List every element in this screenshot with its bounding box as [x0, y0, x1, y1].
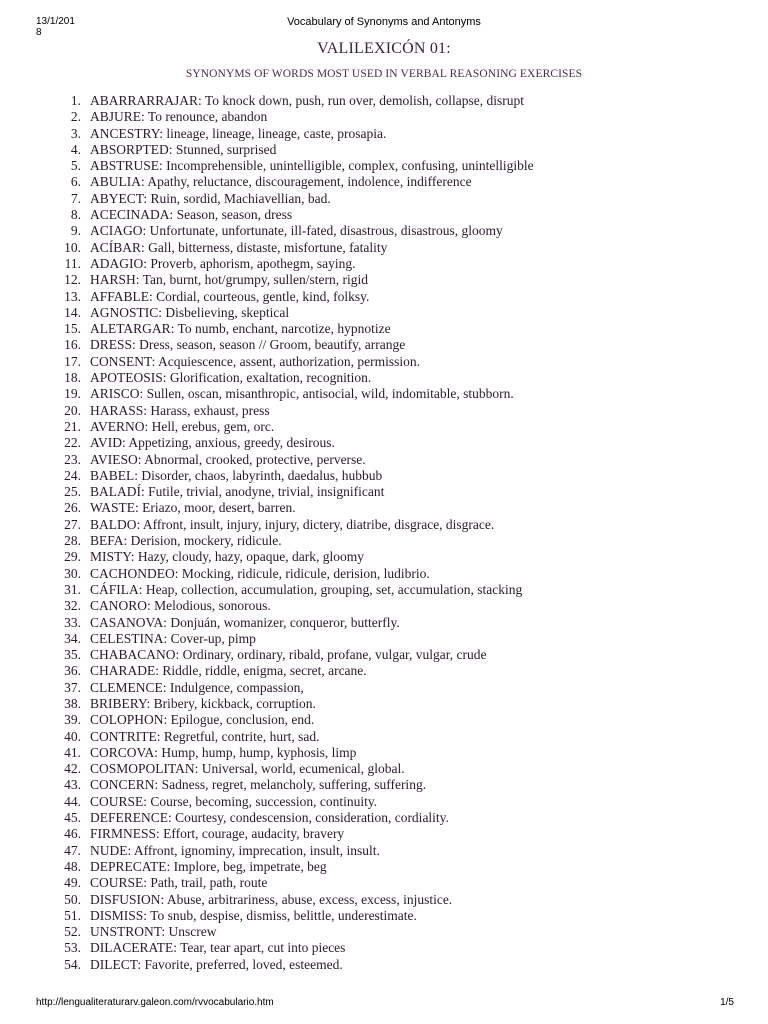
list-item-number: 24. — [64, 467, 81, 483]
list-item-text: ABARRARRAJAR: To knock down, push, run over, demolish, collapse, disrupt — [90, 93, 525, 108]
list-item-number: 17. — [64, 353, 81, 369]
list-item-text: COSMOPOLITAN: Universal, world, ecumenical, global. — [90, 761, 405, 777]
list-item-text: ABSORPTED: Stunned, surprised — [90, 141, 277, 157]
list-item-text: CLEMENCE: Indulgence, compassion, — [90, 679, 304, 695]
list-item-number: 36. — [64, 663, 81, 679]
list-item-text: BRIBERY: Bribery, kickback, corruption. — [90, 695, 316, 711]
list-item-number: 6. — [70, 174, 81, 190]
list-item-number: 1. — [70, 93, 81, 108]
list-item-number: 54. — [64, 956, 81, 972]
list-item-number: 35. — [64, 647, 81, 663]
list-item-text: COURSE: Course, becoming, succession, continuity. — [90, 793, 378, 809]
list-item-text: MISTY: Hazy, cloudy, hazy, opaque, dark, gloomy — [90, 549, 364, 565]
list-item-text: ABULIA: Apathy, reluctance, discouragement, indolence, indifference — [90, 174, 472, 190]
list-item-number: 28. — [64, 533, 81, 549]
list-item-text: ALETARGAR: To numb, enchant, narcotize, hypnotize — [90, 321, 391, 337]
list-item-number: 26. — [64, 500, 81, 516]
list-item-text: ACECINADA: Season, season, dress — [90, 207, 293, 223]
list-item-text: ABSTRUSE: Incomprehensible, unintelligible, complex, confusing, unintelligible — [90, 158, 534, 174]
list-item-text: ACIAGO: Unfortunate, unfortunate, ill-fated, disastrous, disastrous, gloomy — [90, 223, 503, 239]
list-item-number: 5. — [70, 158, 81, 174]
list-item-number: 27. — [64, 516, 81, 532]
list-item-text: ABJURE: To renounce, abandon — [90, 109, 268, 125]
list-item-text: BABEL: Disorder, chaos, labyrinth, daedalus, hubbub — [90, 467, 383, 483]
list-item-number: 53. — [64, 940, 81, 956]
list-item-text: DEFERENCE: Courtesy, condescension, consideration, cordiality. — [90, 810, 449, 826]
list-item-text: BALDO: Affront, insult, injury, injury, dictery, diatribe, disgrace, disgrace. — [90, 516, 495, 532]
list-item-text: CONSENT: Acquiescence, assent, authorization, permission. — [90, 353, 421, 369]
list-item-number: 38. — [64, 695, 81, 711]
list-item-text: COURSE: Path, trail, path, route — [90, 875, 268, 891]
list-item-number: 4. — [70, 141, 81, 157]
list-item-text: AVID: Appetizing, anxious, greedy, desirous. — [90, 435, 335, 451]
list-item-number: 31. — [64, 581, 81, 597]
list-item-number: 22. — [64, 435, 81, 451]
list-item-number: 44. — [64, 793, 81, 809]
list-item-text: AVIESO: Abnormal, crooked, protective, perverse. — [90, 451, 366, 467]
list-item-number: 43. — [64, 777, 81, 793]
list-item-text: APOTEOSIS: Glorification, exaltation, recognition. — [90, 370, 372, 386]
list-item-text: COLOPHON: Epilogue, conclusion, end. — [90, 712, 315, 728]
list-item-text: ARISCO: Sullen, oscan, misanthropic, antisocial, wild, indomitable, stubborn. — [90, 386, 514, 402]
list-item-text: HARSH: Tan, burnt, hot/grumpy, sullen/stern, rigid — [90, 272, 369, 288]
list-item-number: 25. — [64, 484, 81, 500]
list-item-number: 29. — [64, 549, 81, 565]
list-item-text: AVERNO: Hell, erebus, gem, orc. — [90, 418, 275, 434]
list-item-text: BEFA: Derision, mockery, ridicule. — [90, 533, 282, 549]
list-item-text: FIRMNESS: Effort, courage, audacity, bravery — [90, 826, 345, 842]
list-item-text: AFFABLE: Cordial, courteous, gentle, kind, folksy. — [90, 288, 370, 304]
list-item-number: 13. — [64, 288, 81, 304]
list-item-number: 40. — [64, 728, 81, 744]
list-item-number: 51. — [64, 907, 81, 923]
list-item-number: 12. — [64, 272, 81, 288]
list-item-text: ANCESTRY: lineage, lineage, lineage, caste, prosapia. — [90, 125, 387, 141]
page-header-title: Vocabulary of Synonyms and Antonyms — [287, 16, 481, 28]
list-item-number: 3. — [70, 125, 81, 141]
list-item-text: ABYECT: Ruin, sordid, Machiavellian, bad. — [90, 190, 331, 206]
document-subtitle: SYNONYMS OF WORDS MOST USED IN VERBAL REASONING EXERCISES — [185, 68, 583, 80]
list-item-number: 47. — [64, 842, 81, 858]
list-item-text: CHARADE: Riddle, riddle, enigma, secret, arcane. — [90, 663, 367, 679]
list-item-number: 18. — [64, 370, 81, 386]
list-item-number: 37. — [64, 679, 81, 695]
list-item-number: 15. — [64, 321, 81, 337]
list-item-text: HARASS: Harass, exhaust, press — [90, 402, 270, 418]
list-item-text: CELESTINA: Cover-up, pimp — [90, 630, 256, 646]
list-item-text: DISFUSION: Abuse, arbitrariness, abuse, excess, excess, injustice. — [90, 891, 453, 907]
list-item-number: 14. — [64, 304, 81, 320]
list-item-number: 2. — [70, 109, 81, 125]
list-item-number: 48. — [64, 858, 81, 874]
list-item-text: CONTRITE: Regretful, contrite, hurt, sad. — [90, 728, 320, 744]
list-item-text: DILACERATE: Tear, tear apart, cut into pieces — [90, 940, 346, 956]
list-item-text: UNSTRONT: Unscrew — [90, 924, 217, 940]
list-item-number: 33. — [64, 614, 81, 630]
list-item-number: 20. — [64, 402, 81, 418]
list-item-text: ACÍBAR: Gall, bitterness, distaste, misfortune, fatality — [90, 239, 388, 255]
list-item-text: DILECT: Favorite, preferred, loved, esteemed. — [90, 956, 343, 972]
list-item-number: 11. — [64, 255, 81, 271]
list-item-number: 10. — [64, 239, 81, 255]
page-number: 1/5 — [720, 997, 734, 1008]
list-item-text: CORCOVA: Hump, hump, hump, kyphosis, limp — [90, 744, 357, 760]
list-item-text: CACHONDEO: Mocking, ridicule, ridicule, derision, ludibrio. — [90, 565, 430, 581]
list-item-number: 50. — [64, 891, 81, 907]
list-item-text: NUDE: Affront, ignominy, imprecation, insult, insult. — [90, 842, 380, 858]
list-item-number: 32. — [64, 598, 81, 614]
list-item-number: 30. — [64, 565, 81, 581]
list-item-text: ADAGIO: Proverb, aphorism, apothegm, saying. — [90, 255, 356, 271]
list-item-number: 41. — [64, 744, 81, 760]
list-item-number: 23. — [64, 451, 81, 467]
list-item-number: 49. — [64, 875, 81, 891]
list-item-text: CANORO: Melodious, sonorous. — [90, 598, 271, 614]
list-item-number: 8. — [70, 207, 81, 223]
document-title: VALILEXICÓN 01: — [317, 40, 451, 57]
list-item-text: DISMISS: To snub, despise, dismiss, belittle, underestimate. — [90, 907, 417, 923]
list-item-text: CASANOVA: Donjuán, womanizer, conqueror, butterfly. — [90, 614, 400, 630]
list-item-text: BALADÍ: Futile, trivial, anodyne, trivial, insignificant — [90, 484, 385, 500]
list-item-number: 21. — [64, 418, 81, 434]
list-item-text: DRESS: Dress, season, season // Groom, beautify, arrange — [90, 337, 406, 353]
list-item-text: AGNOSTIC: Disbelieving, skeptical — [90, 304, 290, 320]
footer-url[interactable]: http://lengualiteraturarv.galeon.com/rvvocabulario.htm — [36, 997, 274, 1008]
list-item-number: 16. — [64, 337, 81, 353]
list-item-text: CÁFILA: Heap, collection, accumulation, grouping, set, accumulation, stacking — [90, 581, 523, 597]
list-item-number: 9. — [70, 223, 81, 239]
list-item-number: 39. — [64, 712, 81, 728]
print-date: 13/1/2018 — [36, 16, 75, 38]
list-item-number: 46. — [64, 826, 81, 842]
list-item-number: 19. — [64, 386, 81, 402]
list-item-number: 52. — [64, 924, 81, 940]
list-item-text: CHABACANO: Ordinary, ordinary, ribald, profane, vulgar, vulgar, crude — [90, 647, 487, 663]
list-item-text: WASTE: Eriazo, moor, desert, barren. — [90, 500, 296, 516]
list-item-number: 42. — [64, 761, 81, 777]
list-item-number: 7. — [70, 190, 81, 206]
list-item-number: 34. — [64, 630, 81, 646]
list-item-text: DEPRECATE: Implore, beg, impetrate, beg — [90, 858, 327, 874]
list-item-text: CONCERN: Sadness, regret, melancholy, suffering, suffering. — [90, 777, 427, 793]
list-item-number: 45. — [64, 810, 81, 826]
